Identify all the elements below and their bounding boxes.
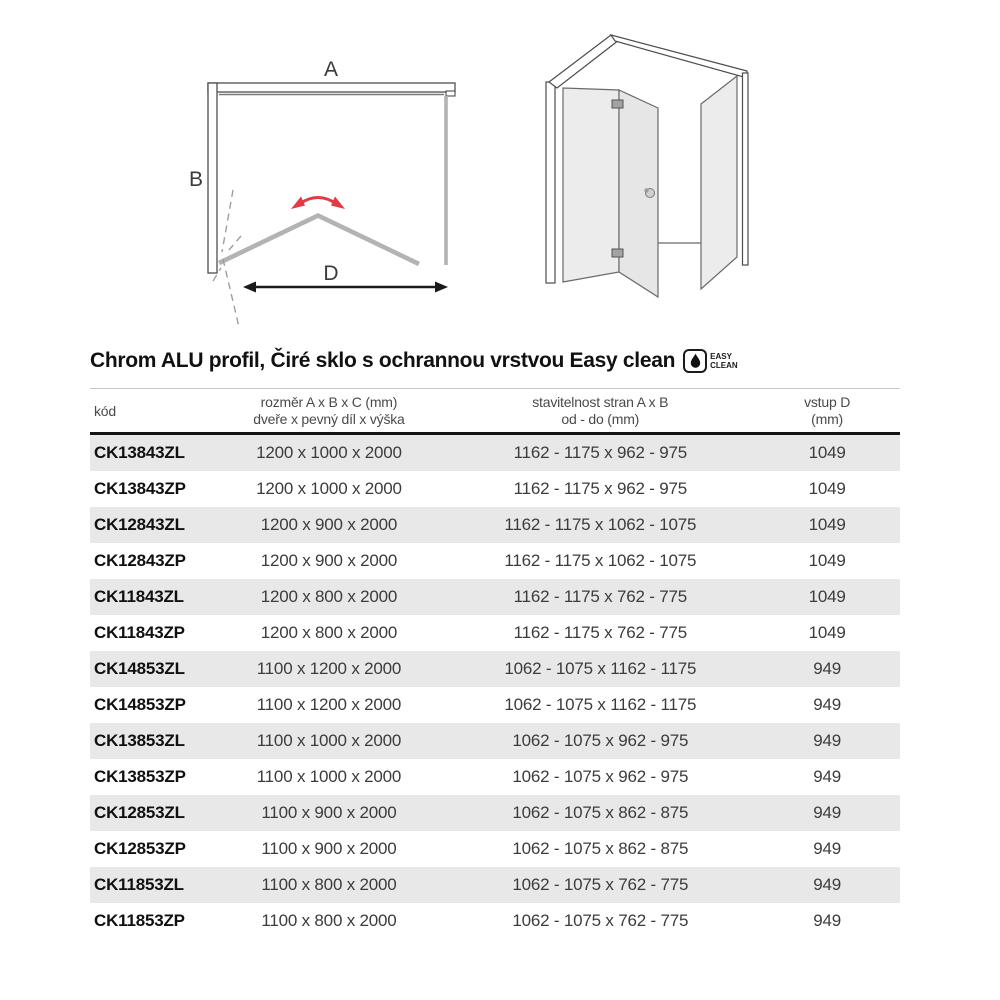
easy-clean-drop-icon: [683, 349, 707, 373]
cell-kod: CK12853ZP: [94, 839, 186, 858]
table-row: [90, 471, 900, 507]
isometric-3d-diagram: [546, 35, 748, 297]
cell-vstup: 1049: [808, 587, 846, 606]
table-row: [90, 434, 900, 472]
top-profile-bar: [208, 83, 455, 92]
cell-vstup: 949: [813, 767, 841, 786]
cell-kod: CK11853ZL: [94, 875, 184, 894]
header-rozmer: rozměr A x B x C (mm) dveře x pevný díl x výška: [212, 389, 447, 434]
cell-stavitelnost: 1062 - 1075 x 1162 - 1175: [504, 659, 697, 678]
cell-rozmer: 1200 x 1000 x 2000: [256, 479, 402, 498]
cell-stavitelnost: 1062 - 1075 x 1162 - 1175: [504, 695, 697, 714]
label-d: D: [323, 262, 339, 285]
cell-kod: CK12853ZL: [94, 803, 185, 822]
cell-stavitelnost: 1062 - 1075 x 762 - 775: [512, 875, 689, 894]
cell-rozmer: 1100 x 800 x 2000: [261, 875, 397, 894]
cell-rozmer: 1100 x 900 x 2000: [261, 803, 397, 822]
cell-kod: CK11843ZP: [94, 623, 185, 642]
cell-rozmer: 1100 x 1000 x 2000: [256, 731, 402, 750]
cell-rozmer: 1200 x 1000 x 2000: [256, 443, 402, 462]
cell-kod: CK11853ZP: [94, 911, 185, 930]
cell-rozmer: 1100 x 1200 x 2000: [256, 695, 402, 714]
table-row: [90, 507, 900, 543]
table-row: [90, 579, 900, 615]
cell-kod: CK12843ZP: [94, 551, 186, 570]
fixed-glass-right: [701, 76, 737, 289]
table-row: [90, 615, 900, 651]
easy-clean-label: EASY CLEAN: [710, 352, 738, 370]
cell-rozmer: 1200 x 800 x 2000: [260, 623, 398, 642]
table-row: [90, 903, 900, 939]
cell-kod: CK13843ZL: [94, 443, 185, 462]
spec-table-header: [90, 389, 900, 434]
wall-profile-left-3d: [546, 82, 555, 283]
table-row: [90, 723, 900, 759]
cell-vstup: 949: [813, 695, 841, 714]
header-vstup: vstup D (mm): [754, 389, 900, 434]
cell-rozmer: 1200 x 900 x 2000: [260, 515, 398, 534]
dimension-d-arrow: [243, 282, 448, 293]
cell-vstup: 1049: [808, 515, 846, 534]
table-row: [90, 759, 900, 795]
cell-kod: CK13853ZP: [94, 767, 186, 786]
spec-table-body: [90, 434, 900, 940]
cell-vstup: 949: [813, 659, 841, 678]
cell-vstup: 949: [813, 875, 841, 894]
cell-stavitelnost: 1162 - 1175 x 962 - 975: [513, 479, 687, 498]
header-kod: kód: [90, 389, 212, 434]
left-profile-bar: [208, 83, 217, 273]
wall-profile-right-3d: [743, 73, 749, 265]
table-row: [90, 687, 900, 723]
cell-kod: CK13853ZL: [94, 731, 185, 750]
table-row: [90, 543, 900, 579]
page-title: Chrom ALU profil, Čiré sklo s ochrannou vrstvou Easy clean: [90, 349, 676, 372]
cell-kod: CK13843ZP: [94, 479, 186, 498]
schematic-front-diagram: [189, 58, 455, 327]
cell-stavitelnost: 1162 - 1175 x 1062 - 1075: [504, 515, 697, 534]
cell-kod: CK12843ZL: [94, 515, 185, 534]
label-a: A: [323, 58, 339, 81]
title-row: [90, 345, 910, 377]
product-diagrams: [0, 0, 1000, 345]
door-fold-lines: [219, 216, 419, 265]
cell-vstup: 949: [813, 731, 841, 750]
cell-stavitelnost: 1062 - 1075 x 962 - 975: [512, 767, 689, 786]
table-row: [90, 651, 900, 687]
cell-vstup: 949: [813, 803, 841, 822]
cell-stavitelnost: 1062 - 1075 x 962 - 975: [512, 731, 689, 750]
cell-vstup: 1049: [808, 443, 846, 462]
cell-stavitelnost: 1062 - 1075 x 862 - 875: [512, 803, 689, 822]
cell-vstup: 1049: [808, 623, 846, 642]
cell-vstup: 949: [813, 839, 841, 858]
cell-kod: CK14853ZP: [94, 695, 186, 714]
cell-stavitelnost: 1062 - 1075 x 862 - 875: [512, 839, 689, 858]
cell-stavitelnost: 1162 - 1175 x 762 - 775: [513, 623, 687, 642]
table-row: [90, 867, 900, 903]
hinge-bottom-icon: [612, 249, 623, 257]
fixed-glass-left: [563, 88, 619, 282]
hinge-top-icon: [612, 100, 623, 108]
cell-rozmer: 1100 x 800 x 2000: [261, 911, 397, 930]
top-profile-right-3d: [611, 35, 747, 78]
cell-vstup: 949: [813, 911, 841, 930]
easy-clean-badge: [683, 349, 738, 373]
table-row: [90, 831, 900, 867]
spec-table: [90, 388, 900, 939]
label-b: B: [188, 168, 204, 191]
cell-rozmer: 1100 x 900 x 2000: [261, 839, 397, 858]
cell-rozmer: 1200 x 900 x 2000: [260, 551, 398, 570]
cell-stavitelnost: 1162 - 1175 x 762 - 775: [513, 587, 687, 606]
swing-arrow-icon: [291, 197, 345, 210]
cell-rozmer: 1100 x 1200 x 2000: [256, 659, 402, 678]
cell-rozmer: 1100 x 1000 x 2000: [256, 767, 402, 786]
cell-kod: CK14853ZL: [94, 659, 185, 678]
cell-rozmer: 1200 x 800 x 2000: [260, 587, 398, 606]
cell-kod: CK11843ZL: [94, 587, 184, 606]
table-row: [90, 795, 900, 831]
cell-vstup: 1049: [808, 479, 846, 498]
cell-stavitelnost: 1162 - 1175 x 962 - 975: [513, 443, 687, 462]
cell-vstup: 1049: [808, 551, 846, 570]
top-profile-left-3d: [549, 35, 619, 88]
header-stavitelnost: stavitelnost stran A x B od - do (mm): [446, 389, 754, 434]
cell-stavitelnost: 1162 - 1175 x 1062 - 1075: [504, 551, 697, 570]
cell-stavitelnost: 1062 - 1075 x 762 - 775: [512, 911, 689, 930]
top-profile-end-lip: [446, 91, 455, 96]
